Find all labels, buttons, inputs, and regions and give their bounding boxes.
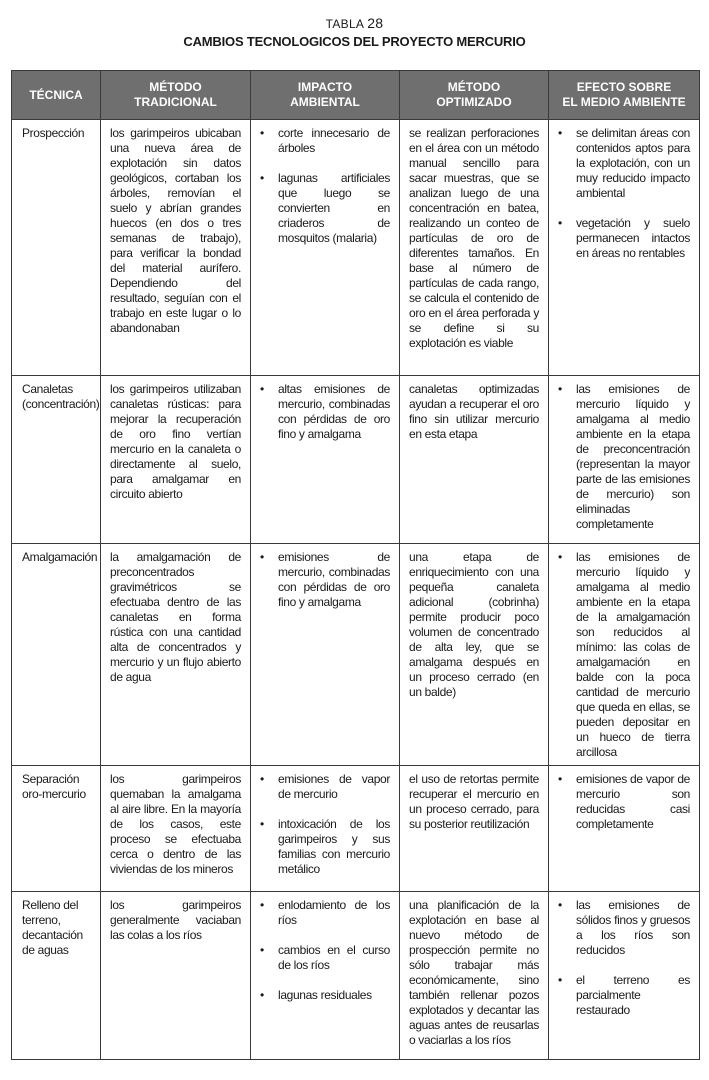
table-row [12,120,700,376]
list-item-text: emisiones de vapor de mercurio son reducidas casi completamente [576,772,690,831]
list-item [558,772,690,832]
table-row [12,376,700,544]
table-label-word: TABLA [325,17,364,31]
cell-impacto-ambiental [251,766,400,892]
bullet-icon: • [260,550,264,564]
bullet-icon: • [558,216,562,230]
cell-impacto-ambiental-list [260,126,390,246]
cell-metodo-tradicional: los garimpeiros ubicaban una nueva área de explotación sin datos geológicos, cortaban los árboles, removían el suelo y abrían grandes huecos (en dos o tres semanas de trabajo), para verificar la bondad del material aurífero. Dependiendo del resultado, seguían con el trabajo en este lugar o lo abandonaban [101,120,251,376]
cell-tecnica: Separación oro-mercurio [12,766,101,892]
list-item [260,382,390,442]
list-item-text: enlodamiento de los ríos [278,898,390,927]
bullet-icon: • [260,171,264,185]
list-item-text: el terreno es parcialmente restaurado [576,973,690,1017]
header-col-tecnica: TÉCNICA [12,71,101,120]
cell-impacto-ambiental [251,376,400,544]
table-body [12,120,700,1060]
table-number: 28 [367,15,384,31]
list-item [260,898,390,928]
list-item-text: las emisiones de mercurio líquido y amalgama al medio ambiente en la etapa de preconcentración (representan la mayor parte de las emisiones de mercurio) son eliminadas completamente [576,382,690,531]
cell-metodo-optimizado: se realizan perforaciones en el área con un método manual sencillo para sacar muestras, que se analizan luego de una concentración en batea, realizando un conteo de partículas de oro de diferentes tamaños. En base al número de partículas de cada rango, se calcula el contenido de oro en el área perforada y se define si su explotación es viable [400,120,549,376]
cell-impacto-ambiental-list [260,382,390,442]
list-item-text: las emisiones de mercurio líquido y amalgama al medio ambiente en la etapa de la amalgamación son reducidos al mínimo: las colas de amalgamación en balde con la poca cantidad de mercurio que queda en ellas, se pueden depositar en un hueco de tierra arcillosa [576,550,690,759]
list-item [260,988,390,1003]
list-item-text: corte innecesario de árboles [278,126,390,155]
list-item-text: lagunas artificiales que luego se convierten en criaderos de mosquitos (malaria) [278,171,390,245]
cell-efecto-medio-ambiente-list [558,550,690,760]
cell-metodo-tradicional: los garimpeiros generalmente vaciaban las colas a los ríos [101,892,251,1060]
cell-efecto-medio-ambiente-list [558,126,690,261]
list-item [260,171,390,246]
bullet-icon: • [260,772,264,786]
list-item-text: emisiones de vapor de mercurio [278,772,390,801]
table-title: CAMBIOS TECNOLOGICOS DEL PROYECTO MERCURIO [183,34,526,49]
list-item [260,550,390,610]
list-item [558,973,690,1018]
bullet-icon: • [260,898,264,912]
bullet-icon: • [558,772,562,786]
cell-metodo-optimizado: el uso de retortas permite recuperar el mercurio en un proceso cerrado, para su posterior reutilización [400,766,549,892]
cell-tecnica: Prospección [12,120,101,376]
table-label [0,16,709,31]
header-col-efecto-medio-ambiente: EFECTO SOBRE EL MEDIO AMBIENTE [549,71,700,120]
technology-changes-table [11,70,700,1060]
list-item-text: emisiones de mercurio, combinadas con pérdidas de oro fino y amalgama [278,550,390,609]
cell-tecnica: Relleno del terreno, decantación de aguas [12,892,101,1060]
list-item [260,817,390,877]
cell-efecto-medio-ambiente [549,766,700,892]
bullet-icon: • [558,973,562,987]
bullet-icon: • [260,943,264,957]
cell-impacto-ambiental [251,120,400,376]
list-item-text: lagunas residuales [278,988,372,1002]
bullet-icon: • [558,126,562,140]
cell-efecto-medio-ambiente-list [558,382,690,532]
bullet-icon: • [558,550,562,564]
list-item [558,898,690,958]
bullet-icon: • [260,988,264,1002]
cell-impacto-ambiental-list [260,898,390,1003]
cell-efecto-medio-ambiente [549,376,700,544]
table-row [12,544,700,766]
cell-metodo-optimizado: una planificación de la explotación en base al nuevo método de prospección permite no sólo trabajar más económicamente, sino también rellenar pozos explotados y decantar las aguas antes de reusarlas o vaciarlas a los ríos [400,892,549,1060]
header-col-impacto-ambiental: IMPACTO AMBIENTAL [251,71,400,120]
cell-efecto-medio-ambiente-list [558,772,690,832]
list-item [260,772,390,802]
cell-metodo-optimizado: una etapa de enriquecimiento con una pequeña canaleta adicional (cobrinha) permite producir poco volumen de concentrado de alta ley, que se amalgama después en un proceso cerrado (en un balde) [400,544,549,766]
list-item [260,126,390,156]
header-row [12,71,700,120]
table-row [12,766,700,892]
header-col-metodo-tradicional: MÉTODO TRADICIONAL [101,71,251,120]
cell-efecto-medio-ambiente [549,120,700,376]
list-item [558,550,690,760]
table-row [12,892,700,1060]
header-col-metodo-optimizado: MÉTODO OPTIMIZADO [400,71,549,120]
bullet-icon: • [260,382,264,396]
list-item [558,216,690,261]
bullet-icon: • [558,382,562,396]
cell-impacto-ambiental [251,892,400,1060]
cell-efecto-medio-ambiente [549,892,700,1060]
cell-efecto-medio-ambiente [549,544,700,766]
list-item-text: vegetación y suelo permanecen intactos en áreas no rentables [576,216,690,260]
cell-metodo-tradicional: los garimpeiros quemaban la amalgama al aire libre. En la mayoría de los casos, este proceso se efectuaba cerca o dentro de las viviendas de los mineros [101,766,251,892]
list-item-text: intoxicación de los garimpeiros y sus familias con mercurio metálico [278,817,390,876]
cell-tecnica: Amalgamación [12,544,101,766]
list-item [558,126,690,201]
list-item-text: cambios en el curso de los ríos [278,943,390,972]
bullet-icon: • [260,126,264,140]
cell-impacto-ambiental-list [260,772,390,877]
cell-efecto-medio-ambiente-list [558,898,690,1018]
list-item [558,382,690,532]
cell-tecnica: Canaletas (concentración) [12,376,101,544]
table-caption [0,16,709,50]
cell-metodo-tradicional: la amalgamación de preconcentrados gravimétricos se efectuaba dentro de las canaletas en forma rústica con una cantidad alta de concentrados y mercurio y un flujo abierto de agua [101,544,251,766]
list-item-text: las emisiones de sólidos finos y gruesos a los ríos son reducidos [576,898,690,957]
cell-impacto-ambiental [251,544,400,766]
bullet-icon: • [558,898,562,912]
cell-impacto-ambiental-list [260,550,390,610]
cell-metodo-optimizado: canaletas optimizadas ayudan a recuperar el oro fino sin utilizar mercurio en esta etapa [400,376,549,544]
table-header [12,71,700,120]
cell-metodo-tradicional: los garimpeiros utilizaban canaletas rústicas: para mejorar la recuperación de oro fino vertían mercurio en la canaleta o directamente al suelo, para amalgamar en circuito abierto [101,376,251,544]
list-item-text: altas emisiones de mercurio, combinadas con pérdidas de oro fino y amalgama [278,382,390,441]
list-item-text: se delimitan áreas con contenidos aptos para la explotación, con un muy reducido impacto ambiental [576,126,690,200]
list-item [260,943,390,973]
bullet-icon: • [260,817,264,831]
